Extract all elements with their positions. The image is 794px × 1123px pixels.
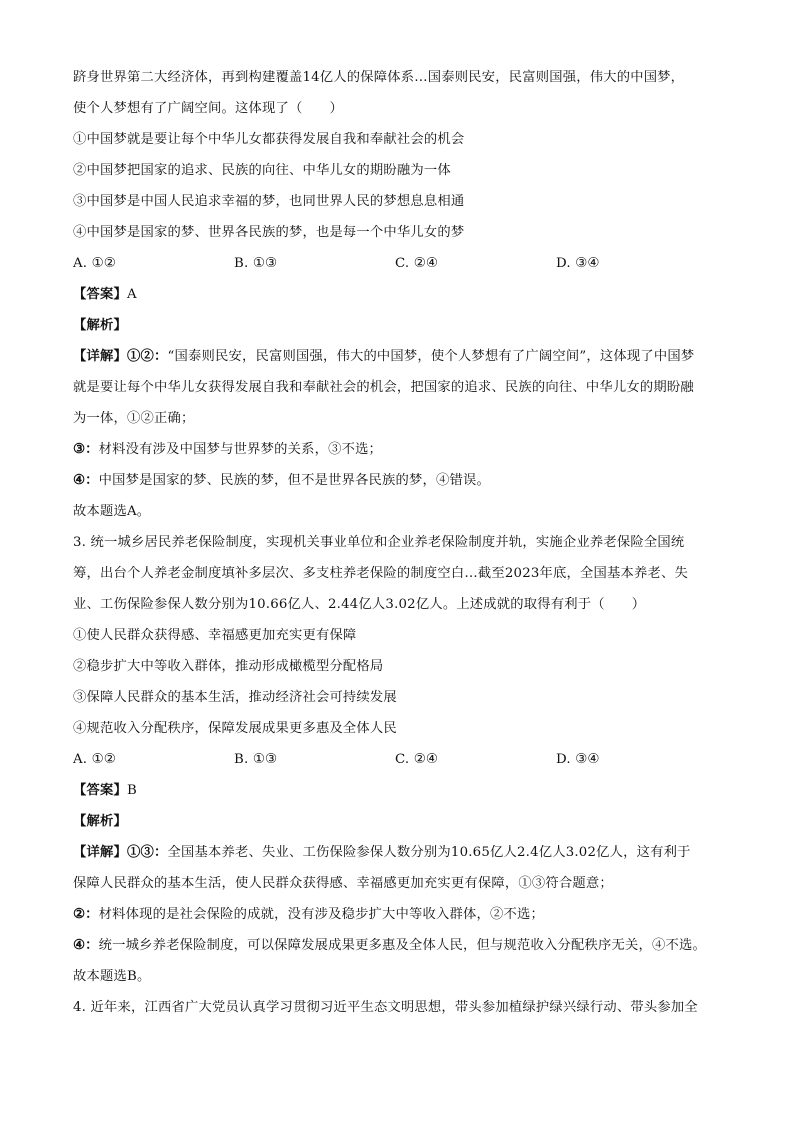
detail-line: 保障人民群众的基本生活，使人民群众获得感、幸福感更加充实更有保障，①③符合题意； [73, 876, 613, 891]
option-b: B. ①③ [234, 256, 278, 271]
option-c: C. ②④ [395, 752, 438, 767]
statement-3: ③中国梦是中国人民追求幸福的梦，也同世界人民的梦想息息相通 [73, 194, 465, 209]
detail-line: 为一体，①②正确； [73, 411, 195, 426]
analysis-label: 【解析】 [73, 814, 127, 829]
answer-options [73, 744, 733, 775]
option-a: A. ①② [73, 256, 116, 271]
option-c: C. ②④ [395, 256, 438, 271]
answer-value: B [127, 783, 137, 798]
option-b: B. ①③ [234, 752, 278, 767]
detail-line: ④：统一城乡养老保险制度，可以保障发展成果更多惠及全体人民，但与规范收入分配秩序无关，④不选。 [73, 938, 706, 953]
statement-1: ①中国梦就是要让每个中华儿女都获得发展自我和奉献社会的机会 [73, 132, 465, 147]
answer-line [73, 775, 733, 806]
question-4 [73, 992, 733, 1023]
statement-1: ①使人民群众获得感、幸福感更加充实更有保障 [73, 628, 357, 643]
detail-line: ②：材料体现的是社会保险的成就，没有涉及稳步扩大中等收入群体，②不选； [73, 907, 545, 922]
detail-line: ④：中国梦是国家的梦、民族的梦，但不是世界各民族的梦，④错误。 [73, 473, 491, 488]
answer-options [73, 248, 733, 279]
option-a: A. ①② [73, 752, 116, 767]
option-d: D. ③④ [556, 752, 600, 767]
question-stem-line: 业、工伤保险参保人数分别为10.66亿人、2.44亿人3.02亿人。上述成就的取得有利于（ ） [73, 597, 646, 612]
question-stem-line: 3. 统一城乡居民养老保险制度，实现机关事业单位和企业养老保险制度并轨，实施企业养老保险全国统 [73, 535, 685, 550]
statement-4: ④规范收入分配秩序，保障发展成果更多惠及全体人民 [73, 721, 397, 736]
statement-3: ③保障人民群众的基本生活，推动经济社会可持续发展 [73, 690, 397, 705]
option-d: D. ③④ [556, 256, 600, 271]
answer-label: 【答案】 [73, 287, 127, 302]
detail-line: 【详解】①②：“国泰则民安，民富则国强，伟大的中国梦，使个人梦想有了广阔空间”，这体现了中国梦 [73, 349, 695, 364]
answer-value: A [127, 287, 137, 302]
detail-line: 【详解】①③：全国基本养老、失业、工伤保险参保人数分别为10.65亿人2.4亿人3.02亿人，这有利于 [73, 845, 691, 860]
question-stem-line: 筹，出台个人养老金制度填补多层次、多支柱养老保险的制度空白…截至2023年底，全国基本养老、失 [73, 566, 689, 581]
statement-2: ②中国梦把国家的追求、民族的向往、中华儿女的期盼融为一体 [73, 163, 451, 178]
analysis-label: 【解析】 [73, 318, 127, 333]
answer-line [73, 279, 733, 310]
detail-line: 就是要让每个中华儿女获得发展自我和奉献社会的机会，把国家的追求、民族的向往、中华儿女的期盼融 [73, 380, 694, 395]
question-stem-line: 跻身世界第二大经济体，再到构建覆盖14亿人的保障体系…国泰则民安，民富则国强，伟大的中国梦， [73, 70, 685, 85]
question-stem-line: 4. 近年来，江西省广大党员认真学习贯彻习近平生态文明思想，带头参加植绿护绿兴绿行动、带头参加全 [73, 1000, 698, 1015]
question-2 [73, 62, 733, 527]
question-stem-line: 使个人梦想有了广阔空间。这体现了（ ） [73, 101, 343, 116]
detail-line: ③：材料没有涉及中国梦与世界梦的关系，③不选； [73, 442, 383, 457]
statement-2: ②稳步扩大中等收入群体，推动形成橄榄型分配格局 [73, 659, 384, 674]
conclusion-line: 故本题选B。 [73, 969, 151, 984]
document-page [73, 62, 733, 1023]
question-3 [73, 527, 733, 992]
statement-4: ④中国梦是国家的梦、世界各民族的梦，也是每一个中华儿女的梦 [73, 225, 465, 240]
answer-label: 【答案】 [73, 783, 127, 798]
conclusion-line: 故本题选A。 [73, 504, 151, 519]
